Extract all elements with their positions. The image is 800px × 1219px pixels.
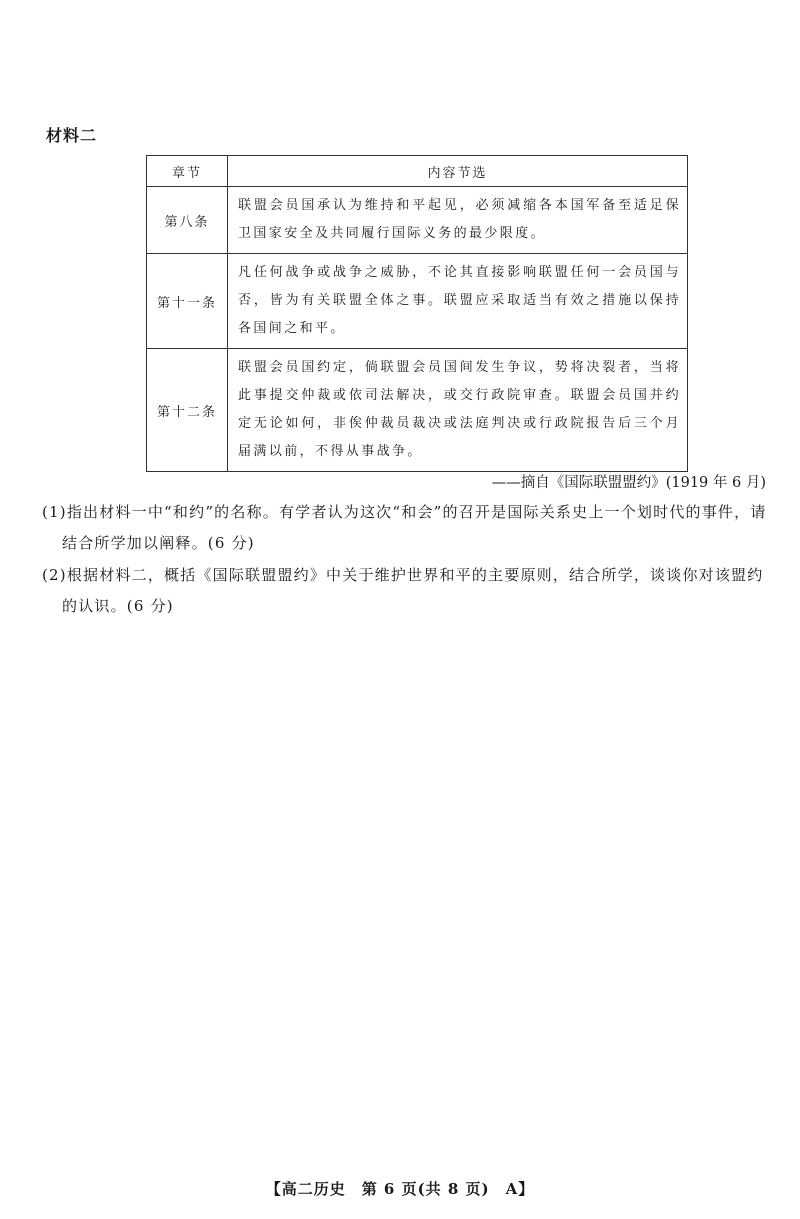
section-heading: 材料二 <box>46 126 98 145</box>
source-citation: ——摘自《国际联盟盟约》(1919 年 6 月) <box>491 475 766 491</box>
table-row <box>147 187 688 254</box>
row-content: 联盟会员国承认为维持和平起见，必须减缩各本国军备至适足保卫国家安全及共同履行国际义务的最少限度。 <box>228 187 688 254</box>
row-chapter: 第十二条 <box>147 349 228 472</box>
header-content: 内容节选 <box>228 156 688 187</box>
table-header-row <box>147 156 688 187</box>
question-1: (1)指出材料一中“和约”的名称。有学者认为这次“和会”的召开是国际关系史上一个划时代的事件，请结合所学加以阐释。(6 分) <box>42 503 767 552</box>
question-2: (2)根据材料二，概括《国际联盟盟约》中关于维护世界和平的主要原则，结合所学，谈谈你对该盟约的认识。(6 分) <box>42 566 764 615</box>
table-row <box>147 349 688 472</box>
table-row <box>147 254 688 349</box>
page-footer: 【高二历史 第 6 页(共 8 页) A】 <box>265 1180 535 1198</box>
row-chapter: 第十一条 <box>147 254 228 349</box>
header-chapter: 章节 <box>147 156 228 187</box>
materials-table <box>146 155 688 472</box>
row-chapter: 第八条 <box>147 187 228 254</box>
row-content: 联盟会员国约定，倘联盟会员国间发生争议，势将决裂者，当将此事提交仲裁或依司法解决，或交行政院审查。联盟会员国并约定无论如何，非俟仲裁员裁决或法庭判决或行政院报告后三个月届满以前，不得从事战争。 <box>228 349 688 472</box>
row-content: 凡任何战争或战争之威胁，不论其直接影响联盟任何一会员国与否，皆为有关联盟全体之事。联盟应采取适当有效之措施以保持各国间之和平。 <box>228 254 688 349</box>
